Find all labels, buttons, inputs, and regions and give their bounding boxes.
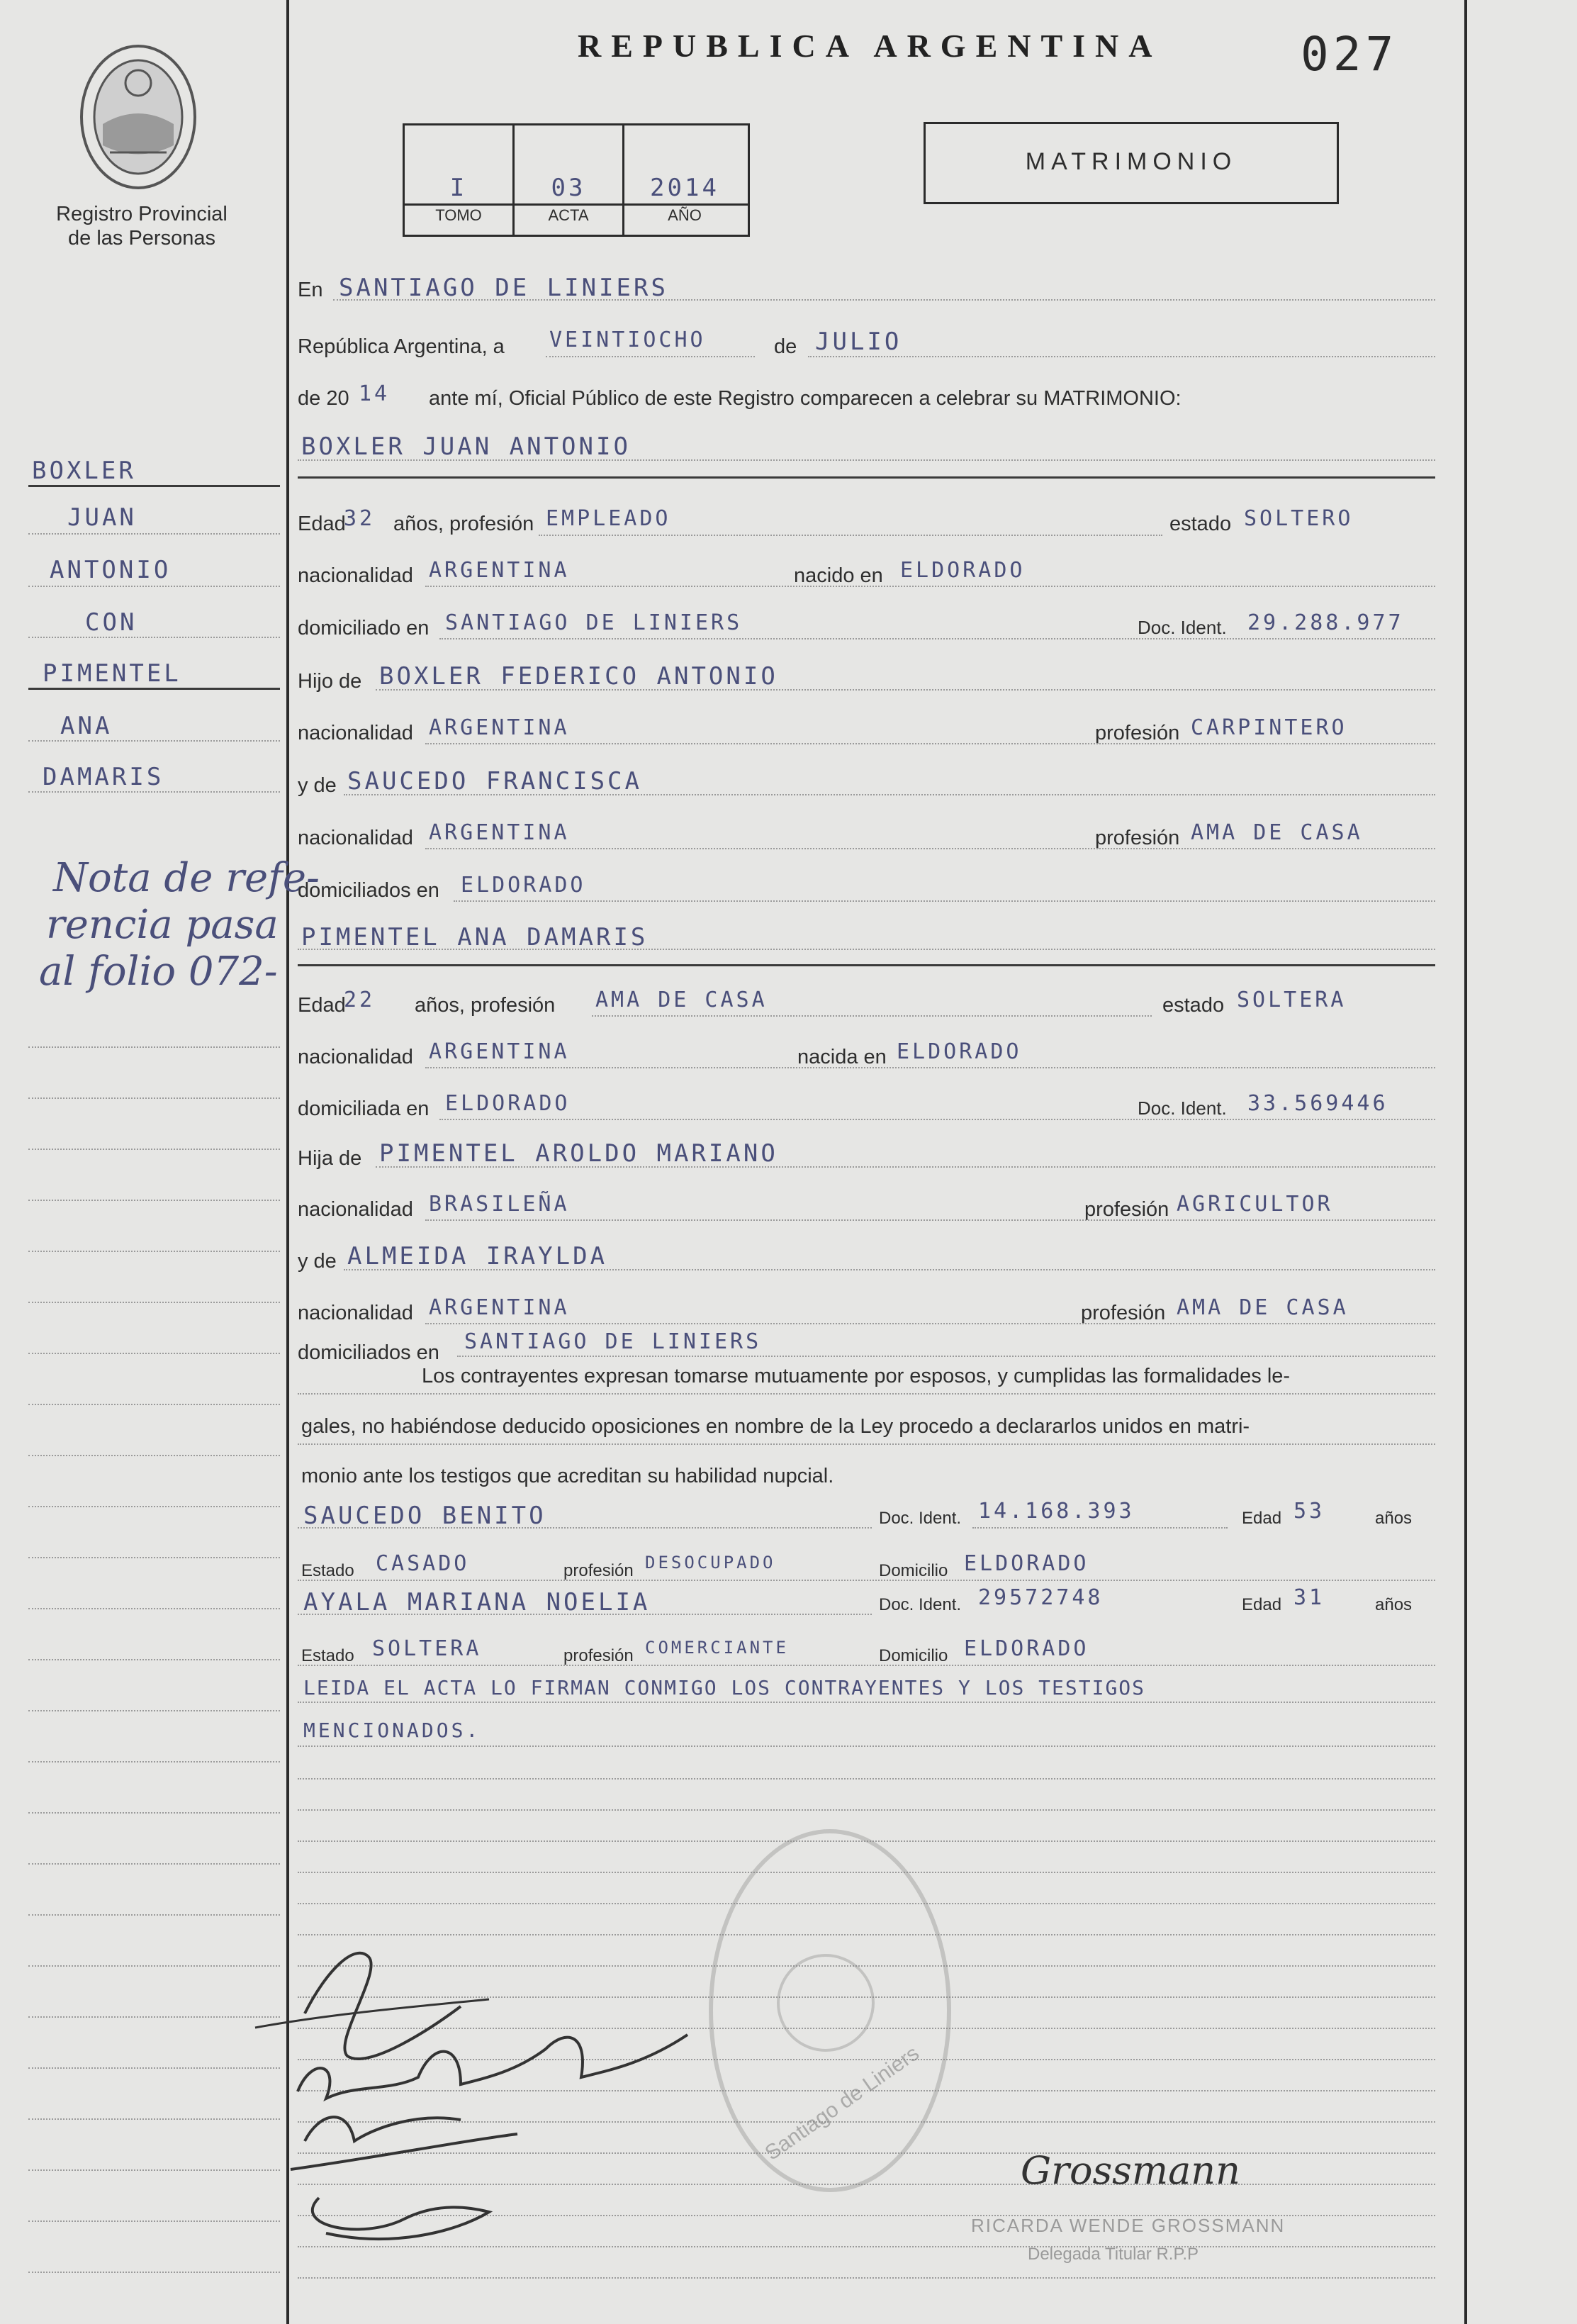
label-nacida-en: nacida en <box>797 1046 887 1068</box>
label-w2-doc: Doc. Ident. <box>879 1595 962 1614</box>
groom-mother-profession: AMA DE CASA <box>1191 820 1363 845</box>
declaration-line3: monio ante los testigos que acreditan su habilidad nupcial. <box>301 1465 834 1487</box>
place-value: SANTIAGO DE LINIERS <box>339 274 668 302</box>
groom-father: BOXLER FEDERICO ANTONIO <box>379 662 778 691</box>
bride-profession: AMA DE CASA <box>595 988 768 1012</box>
groom-name: BOXLER JUAN ANTONIO <box>301 432 631 461</box>
label-w2-anios: años <box>1375 1595 1413 1614</box>
label-de-month: de <box>774 335 797 358</box>
bride-mother: ALMEIDA IRAYLDA <box>347 1242 608 1270</box>
label-nacido-en: nacido en <box>794 564 883 587</box>
declaration-line1: Los contrayentes expresan tomarse mutuamente por esposos, y cumplidas las formalidades le- <box>422 1365 1291 1387</box>
label-groom-mother-prof: profesión <box>1095 827 1180 849</box>
witness2-doc: 29572748 <box>978 1585 1104 1610</box>
margin-note-line3: al folio 072- <box>39 949 278 995</box>
witness2-profession: COMERCIANTE <box>645 1638 789 1658</box>
groom-father-nationality: ARGENTINA <box>429 715 570 740</box>
bride-doc: 33.569446 <box>1247 1091 1388 1116</box>
label-groom-nac: nacionalidad <box>298 564 413 587</box>
witness2-age: 31 <box>1293 1585 1325 1610</box>
stamp-text: Santiago de Liniers <box>761 2041 924 2165</box>
closing-line1: LEIDA EL ACTA LO FIRMAN CONMIGO LOS CONTRAYENTES Y LOS TESTIGOS <box>303 1676 1146 1699</box>
anio-label: AÑO <box>668 206 702 224</box>
label-w2-prof: profesión <box>563 1646 634 1665</box>
bride-address: ELDORADO <box>445 1091 571 1116</box>
groom-mother-nationality: ARGENTINA <box>429 820 570 845</box>
margin-note-line1: Nota de refe- <box>53 855 320 901</box>
groom-address: SANTIAGO DE LINIERS <box>445 610 743 635</box>
closing-line2: MENCIONADOS. <box>303 1719 481 1742</box>
label-bride-edad: Edad <box>298 994 346 1017</box>
groom-mother: SAUCEDO FRANCISCA <box>347 767 642 795</box>
label-w1-edad: Edad <box>1242 1509 1282 1528</box>
label-groom-mother-nac: nacionalidad <box>298 827 413 849</box>
tomo-value: I <box>449 174 468 202</box>
label-bride-y-de: y de <box>298 1250 337 1273</box>
label-bride-dom: domiciliada en <box>298 1097 430 1120</box>
label-bride-anios: años, profesión <box>415 994 556 1017</box>
margin-name-2: JUAN <box>67 503 137 532</box>
margin-name-4: CON <box>85 608 138 637</box>
groom-doc: 29.288.977 <box>1247 610 1404 635</box>
official-name: RICARDA WENDE GROSSMANN <box>971 2215 1286 2236</box>
volume-box <box>403 123 750 237</box>
groom-age: 32 <box>344 506 376 531</box>
bride-age: 22 <box>344 988 376 1012</box>
label-republica: República Argentina, a <box>298 335 505 358</box>
witness1-doc: 14.168.393 <box>978 1499 1135 1524</box>
witness1-name: SAUCEDO BENITO <box>303 1502 546 1530</box>
margin-name-7: DAMARIS <box>43 763 164 791</box>
groom-parents-address: ELDORADO <box>461 873 586 898</box>
groom-father-profession: CARPINTERO <box>1191 715 1347 740</box>
label-groom-doc: Doc. Ident. <box>1138 617 1227 638</box>
declaration-line2: gales, no habiéndose deducido oposiciones en nombre de la Ley procedo a declararlos unidos en matri- <box>301 1415 1250 1438</box>
label-bride-parents-dom: domiciliados en <box>298 1341 439 1364</box>
margin-name-5: PIMENTEL <box>43 659 181 688</box>
bride-parents-address: SANTIAGO DE LINIERS <box>464 1329 762 1354</box>
label-bride-mother-prof: profesión <box>1081 1302 1166 1324</box>
label-w2-estado: Estado <box>301 1646 354 1665</box>
tomo-label: TOMO <box>435 206 482 224</box>
margin-name-3: ANTONIO <box>50 556 172 584</box>
year-suffix: 14 <box>359 381 391 406</box>
label-groom-edad: Edad <box>298 513 346 535</box>
label-bride-doc: Doc. Ident. <box>1138 1097 1227 1119</box>
witness1-age: 53 <box>1293 1499 1325 1524</box>
label-bride-father-prof: profesión <box>1084 1198 1169 1221</box>
label-groom-estado: estado <box>1169 513 1232 535</box>
label-bride-nac: nacionalidad <box>298 1046 413 1068</box>
label-w1-estado: Estado <box>301 1561 354 1580</box>
label-de-20: de 20 <box>298 387 349 410</box>
registry-name-line2: de las Personas <box>68 227 215 250</box>
right-border <box>1464 0 1467 2324</box>
bride-father: PIMENTEL AROLDO MARIANO <box>379 1139 778 1168</box>
label-groom-anios: años, profesión <box>393 513 534 535</box>
label-bride-estado: estado <box>1162 994 1225 1017</box>
label-w2-dom: Domicilio <box>879 1646 948 1665</box>
month-value: JULIO <box>815 328 902 356</box>
label-w1-dom: Domicilio <box>879 1561 948 1580</box>
label-hija-de: Hija de <box>298 1147 362 1170</box>
provincial-seal-icon <box>71 39 206 195</box>
groom-birthplace: ELDORADO <box>900 558 1026 583</box>
anio-value: 2014 <box>650 174 719 202</box>
groom-profession: EMPLEADO <box>546 506 671 531</box>
margin-name-1: BOXLER <box>32 457 136 485</box>
bride-name: PIMENTEL ANA DAMARIS <box>301 923 649 951</box>
bride-father-profession: AGRICULTOR <box>1177 1192 1333 1217</box>
label-w1-anios: años <box>1375 1509 1413 1528</box>
official-signature: Grossmann <box>1021 2148 1240 2193</box>
label-bride-mother-nac: nacionalidad <box>298 1302 413 1324</box>
groom-status: SOLTERO <box>1244 506 1354 531</box>
groom-nationality: ARGENTINA <box>429 558 570 583</box>
label-w2-edad: Edad <box>1242 1595 1282 1614</box>
official-title: Delegada Titular R.P.P <box>1028 2245 1199 2264</box>
margin-note-line2: rencia pasa <box>46 902 279 948</box>
bride-nationality: ARGENTINA <box>429 1039 570 1064</box>
label-comparecen: ante mí, Oficial Público de este Registro comparecen a celebrar su MATRIMONIO: <box>429 387 1182 410</box>
label-w1-prof: profesión <box>563 1561 634 1580</box>
act-number: 027 <box>1301 27 1398 82</box>
label-groom-father-prof: profesión <box>1095 722 1180 744</box>
witness1-profession: DESOCUPADO <box>645 1553 776 1572</box>
acta-label: ACTA <box>548 206 589 224</box>
bride-mother-profession: AMA DE CASA <box>1177 1295 1349 1320</box>
label-bride-father-nac: nacionalidad <box>298 1198 413 1221</box>
registry-name-line1: Registro Provincial <box>56 203 228 225</box>
witness2-name: AYALA MARIANA NOELIA <box>303 1588 651 1616</box>
act-type: MATRIMONIO <box>1025 148 1238 175</box>
bride-father-nationality: BRASILEÑA <box>429 1192 570 1217</box>
label-groom-dom: domiciliado en <box>298 617 430 639</box>
bride-mother-nationality: ARGENTINA <box>429 1295 570 1320</box>
bride-birthplace: ELDORADO <box>897 1039 1022 1064</box>
label-en: En <box>298 279 323 301</box>
page-title: REPUBLICA ARGENTINA <box>578 28 1162 64</box>
day-value: VEINTIOCHO <box>549 328 706 352</box>
witness1-status: CASADO <box>376 1551 470 1576</box>
witness1-address: ELDORADO <box>964 1551 1089 1576</box>
label-hijo-de: Hijo de <box>298 670 362 693</box>
witness2-status: SOLTERA <box>372 1636 482 1661</box>
margin-name-6: ANA <box>60 712 113 740</box>
label-groom-parents-dom: domiciliados en <box>298 879 439 902</box>
signatures-scribble <box>248 1928 758 2255</box>
act-type-box <box>924 122 1339 204</box>
bride-status: SOLTERA <box>1237 988 1347 1012</box>
acta-value: 03 <box>551 174 586 202</box>
witness2-address: ELDORADO <box>964 1636 1089 1661</box>
label-w1-doc: Doc. Ident. <box>879 1509 962 1528</box>
label-y-de: y de <box>298 774 337 797</box>
label-groom-father-nac: nacionalidad <box>298 722 413 744</box>
